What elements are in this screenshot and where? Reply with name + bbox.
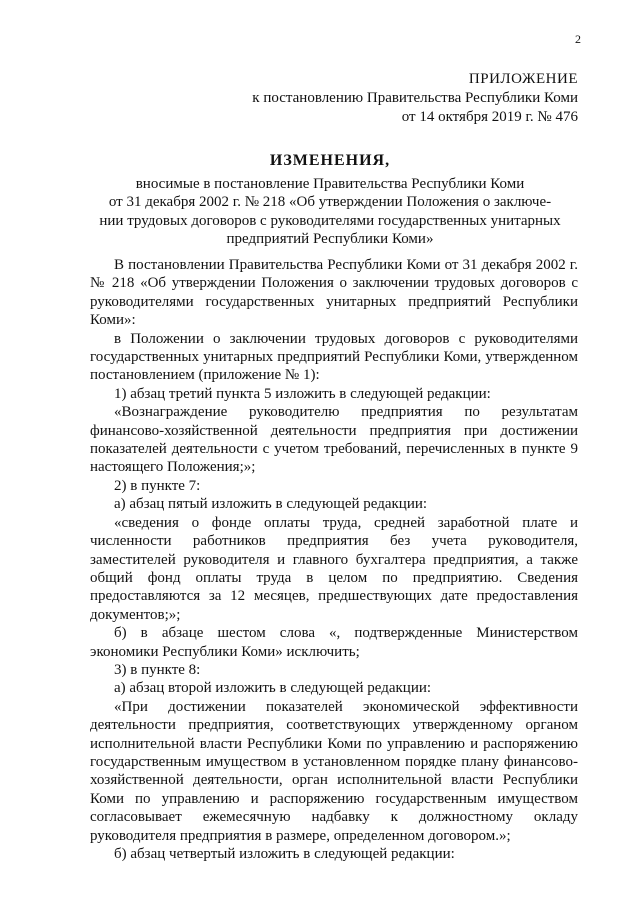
paragraph: 2) в пункте 7: (114, 477, 201, 494)
paragraph: а) абзац пятый изложить в следующей редакции: (114, 496, 428, 513)
paragraph: «сведения о фонде оплаты труда, средней заработной плате и численности работников предприятия без учета руководителя, заместителей руководителя и главного бухгалтера предприятия, а также общий фонд оплаты труда в целом по предприятию. Сведения предоставляются за 12 месяцев, предшествующих дате предоставления документов;»; (90, 514, 578, 623)
paragraph: в Положении о заключении трудовых договоров с руководителями государственных унитарных предприятий Республики Коми, утвержденном постановлением (приложение № 1): (90, 330, 578, 384)
paragraph: В постановлении Правительства Республики Коми от 31 декабря 2002 г. № 218 «Об утверждении Положения о заключении трудовых договоров с руководителями государственных унитарных предприятий Республики Коми»: (90, 257, 578, 329)
appendix-title: ПРИЛОЖЕНИЕ (468, 71, 578, 87)
paragraph: 3) в пункте 8: (114, 661, 201, 678)
document-body (90, 256, 578, 863)
appendix-header (252, 70, 578, 127)
heading-line-2: от 31 декабря 2002 г. № 218 «Об утверждении Положения о заключе- (108, 194, 552, 210)
paragraph: 1) абзац третий пункта 5 изложить в следующей редакции: (114, 385, 491, 402)
heading-line-3: нии трудовых договоров с руководителями государственных унитарных (99, 212, 561, 229)
heading-line-4: предприятий Республики Коми» (226, 231, 434, 247)
paragraph: б) в абзаце шестом слова «, подтвержденные Министерством экономики Республики Коми» исключить; (90, 625, 578, 660)
paragraph: «Вознаграждение руководителю предприятия по результатам финансово-хозяйственной деятельности предприятия при достижении показателей деятельности с учетом требований, перечисленных в пункте 9 настоящего Положения;»; (90, 404, 578, 476)
paragraph: «При достижении показателей экономической эффективности деятельности предприятия, соответствующих утвержденному органом исполнительной власти Республики Коми по управлению и распоряжению государственным имуществом в установленном порядке плану финансово-хозяйственной деятельности, орган исполнительной власти Республики Коми по управлению и распоряжению государственным имуществом согласовывает ежемесячную надбавку к должностному окладу руководителя предприятия в размере, определенном договором.»; (90, 698, 578, 844)
document-title: ИЗМЕНЕНИЯ, (269, 152, 391, 169)
paragraph: б) абзац четвертый изложить в следующей редакции: (114, 846, 455, 862)
appendix-line-2: от 14 октября 2019 г. № 476 (401, 109, 578, 125)
heading-line-1: вносимые в постановление Правительства Республики Коми (135, 175, 525, 192)
page-number: 2 (575, 32, 581, 46)
appendix-line-1: к постановлению Правительства Республики Коми (252, 90, 578, 106)
document-heading (80, 152, 580, 249)
paragraph: а) абзац второй изложить в следующей редакции: (114, 680, 432, 697)
